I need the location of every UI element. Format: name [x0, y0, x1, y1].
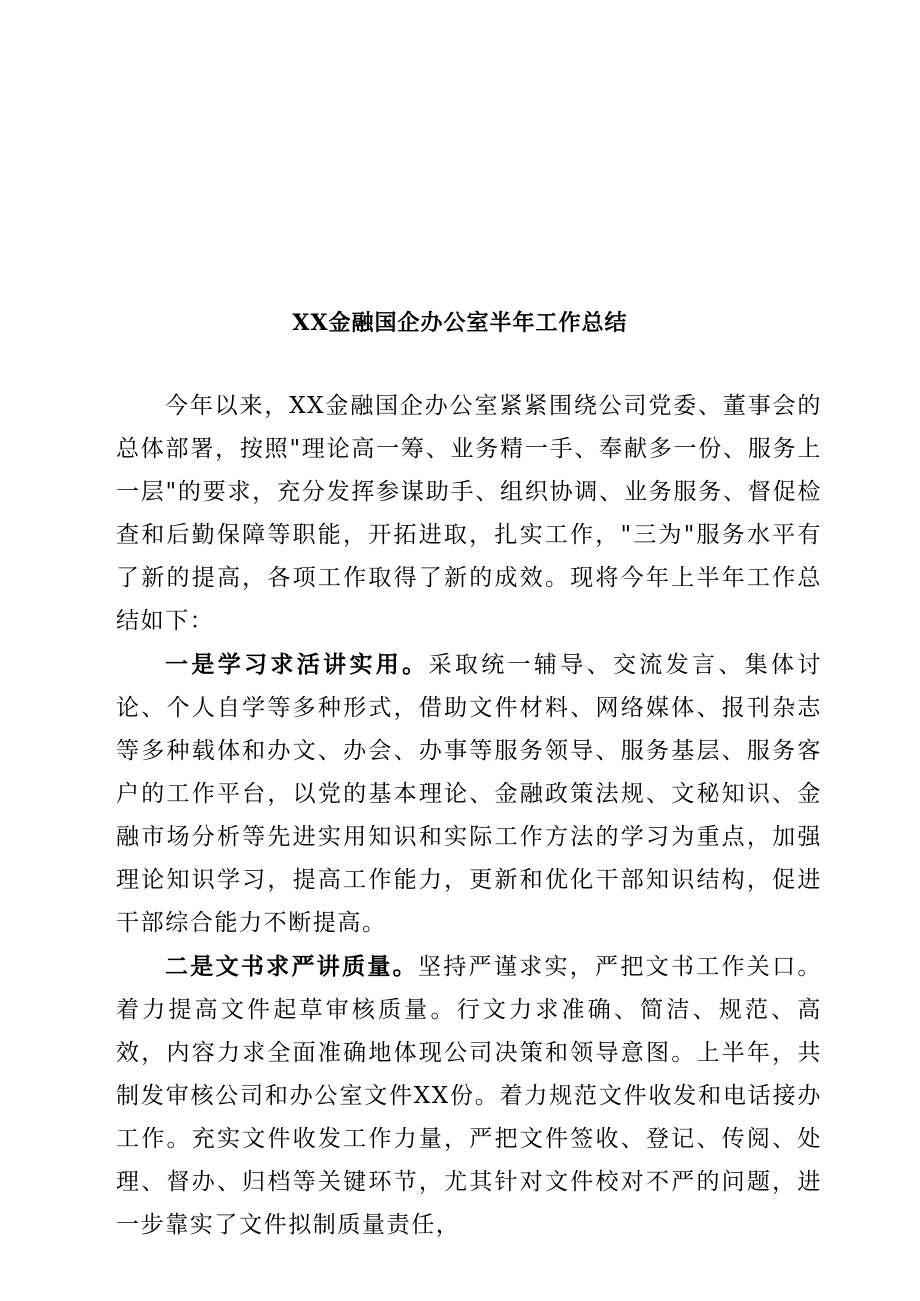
paragraph-study [116, 643, 822, 945]
paragraph-documents [116, 945, 822, 1247]
paragraph-intro [116, 385, 822, 643]
document-title: XX金融国企办公室半年工作总结 [292, 310, 628, 336]
document-body [116, 385, 822, 1247]
paragraph-intro-text: 今年以来，XX金融国企办公室紧紧围绕公司党委、董事会的总体部署，按照"理论高一筹、业务精一手、奉献多一份、服务上一层"的要求，充分发挥参谋助手、组织协调、业务服务、督促检查和后勤保障等职能，开拓进取，扎实工作，"三为"服务水平有了新的提高，各项工作取得了新的成效。现将今年上半年工作总结如下： [116, 393, 822, 634]
paragraph-study-text: 采取统一辅导、交流发言、集体讨论、个人自学等多种形式，借助文件材料、网络媒体、报刊杂志等多种载体和办文、办会、办事等服务领导、服务基层、服务客户的工作平台，以党的基本理论、金融政策法规、文秘知识、金融市场分析等先进实用知识和实际工作方法的学习为重点，加强理论知识学习，提高工作能力，更新和优化干部知识结构，促进干部综合能力不断提高。 [116, 652, 822, 936]
paragraph-study-heading: 一是学习求活讲实用。 [165, 651, 429, 678]
paragraph-documents-text: 坚持严谨求实，严把文书工作关口。着力提高文件起草审核质量。行文力求准确、简洁、规范、高效，内容力求全面准确地体现公司决策和领导意图。上半年，共制发审核公司和办公室文件XX份。着力规范文件收发和电话接办工作。充实文件收发工作力量，严把文件签收、登记、传阅、处理、督办、归档等关键环节，尤其针对文件校对不严的问题，进一步靠实了文件拟制质量责任， [116, 954, 823, 1238]
paragraph-documents-heading: 二是文书求严讲质量。 [165, 953, 418, 980]
